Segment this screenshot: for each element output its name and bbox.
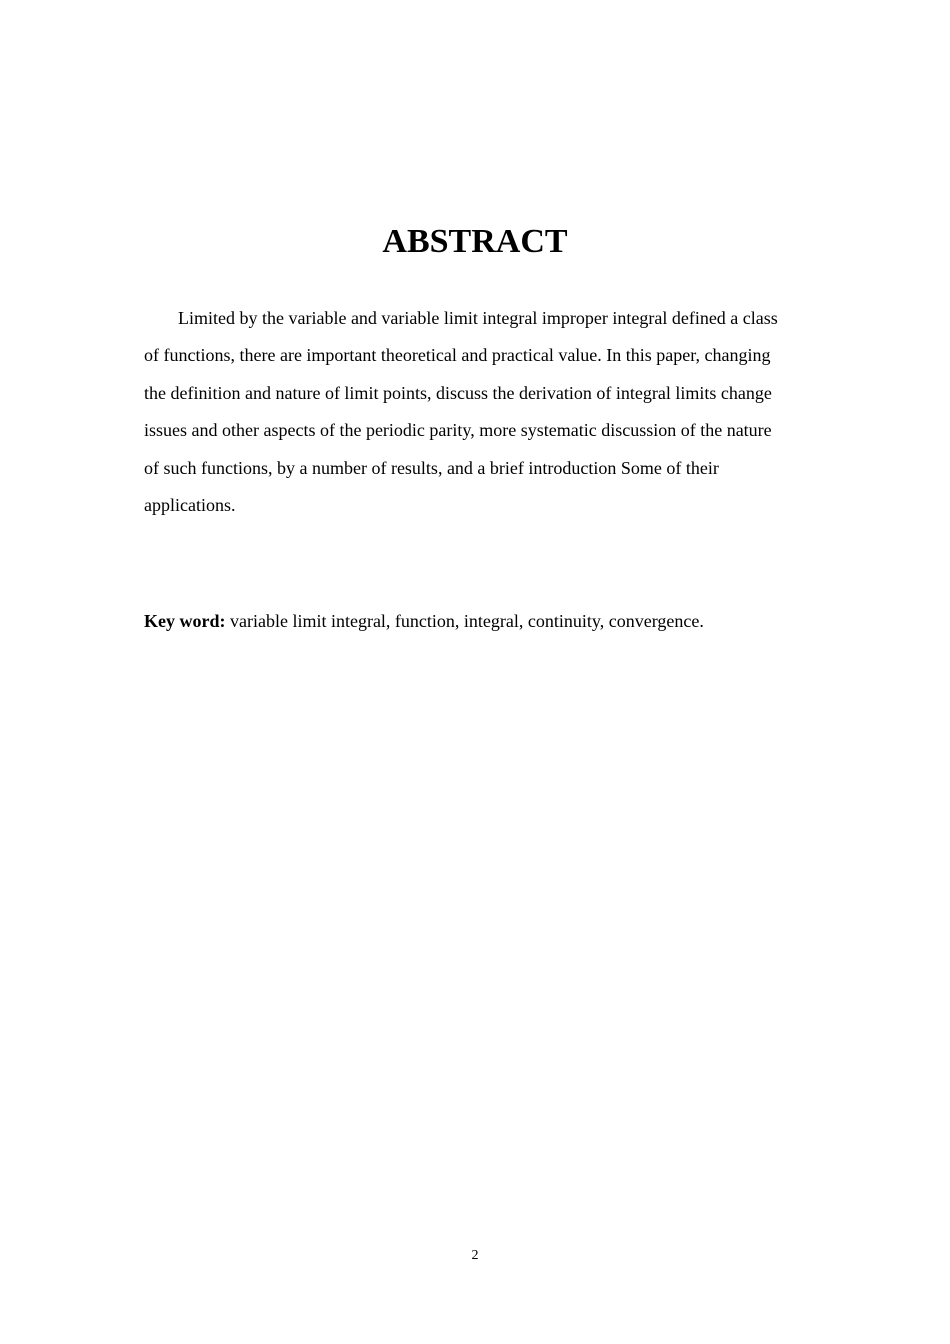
abstract-paragraph: Limited by the variable and variable limit integral improper integral defined a class of functions, there are important theoretical and practical value. In this paper, changing the definition and nature of limit points, discuss the derivation of integral limits change issues and other aspects of the periodic parity, more systematic discussion of the nature of such functions, by a number of results, and a brief introduction Some of their applications. <box>144 308 778 516</box>
keywords-line <box>144 603 824 640</box>
keywords-text: variable limit integral, function, integral, continuity, convergence. <box>225 611 704 631</box>
keywords-label: Key word: <box>144 611 226 631</box>
page-number: 2 <box>471 1248 479 1263</box>
page-title: ABSTRACT <box>382 223 568 260</box>
